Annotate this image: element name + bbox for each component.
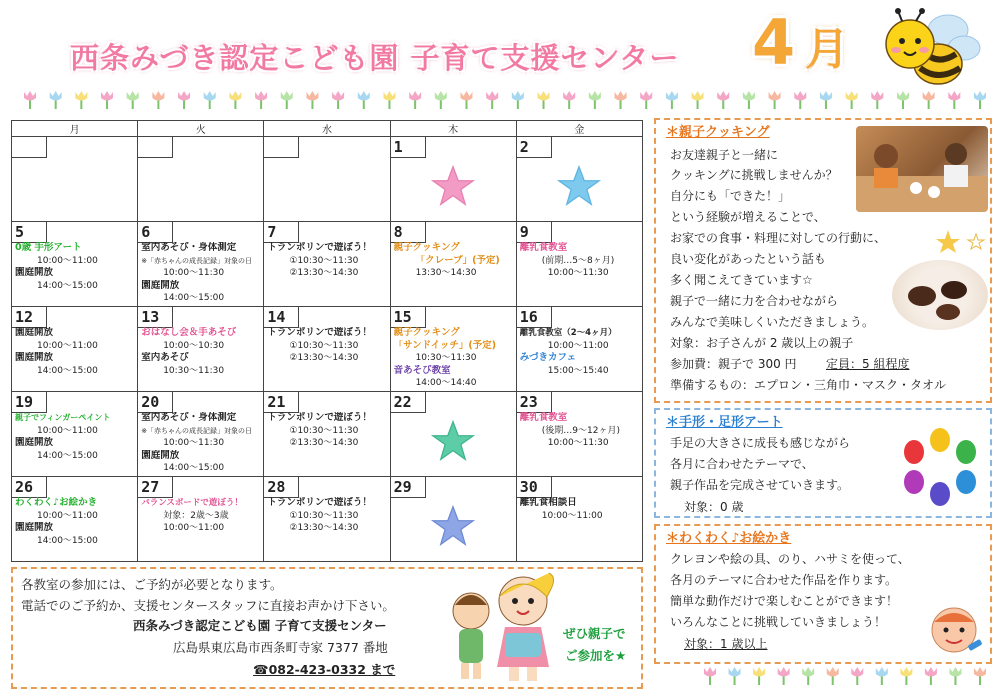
tulip-flower <box>704 667 716 677</box>
event-time: 14:00～15:00 <box>163 293 225 303</box>
day-number: 29 <box>393 478 412 496</box>
event-time: ②13:30～14:30 <box>289 438 359 448</box>
week-row <box>12 307 643 392</box>
phone-number: ☎082-423-0332 まで <box>253 662 396 677</box>
day-cell-29 <box>390 477 516 562</box>
event-time: 10:00～11:30 <box>163 268 225 278</box>
event-title: 室内あそび <box>141 352 189 363</box>
cooking-capacity: 定員：5 組程度 <box>826 357 910 371</box>
event-list <box>267 412 387 450</box>
tulip-flower <box>563 91 575 101</box>
event-note: ※「赤ちゃんの成長記録」対象の日 <box>141 426 253 435</box>
event-list <box>141 242 261 305</box>
event-time: 10:00～11:00 <box>163 523 225 533</box>
day-cell-22 <box>390 392 516 477</box>
event-title: 音あそび教室 <box>393 364 451 376</box>
event-time: 14:00～15:00 <box>37 450 98 461</box>
tulip-flower <box>900 667 912 677</box>
month-suffix: 月 <box>805 24 850 75</box>
day-cell-empty <box>12 137 138 222</box>
cooking-line: お友達親子と一緒に <box>670 148 779 162</box>
blue-star-icon <box>557 165 601 207</box>
event-list <box>15 412 135 462</box>
org-name: 西条みづき認定こども園 子育て支援センター <box>133 618 387 633</box>
event-time: 14:00～15:00 <box>37 535 98 546</box>
cooking-photo <box>856 126 988 212</box>
day-number: 12 <box>15 308 34 326</box>
weekday-mon: 月 <box>12 121 138 137</box>
drawing-line: 各月のテーマに合わせた作品を作ります。 <box>670 573 898 587</box>
tulip-flower <box>871 91 883 101</box>
day-number: 28 <box>267 478 286 496</box>
cooking-line: 多く聞こえてきています☆ <box>670 273 813 287</box>
day-number: 1 <box>393 138 403 156</box>
tulip-flower <box>949 667 961 677</box>
tulip-flower <box>255 91 267 101</box>
event-title: 室内あそび・身体測定 <box>141 242 237 253</box>
tulip-border-bottom-icon <box>700 664 990 686</box>
event-subtitle: 「クレープ」(予定) <box>415 254 500 266</box>
event-list <box>141 327 261 377</box>
weekday-wed: 水 <box>264 121 390 137</box>
event-title: 園庭開放 <box>15 522 54 533</box>
cooking-line: 良い変化があったという話も <box>670 252 826 266</box>
cooking-line: という経験が増えることで、 <box>670 210 826 224</box>
day-cell-28 <box>264 477 390 562</box>
weekday-tue: 火 <box>138 121 264 137</box>
tulip-flower <box>127 91 139 101</box>
purple-star-icon <box>431 505 475 547</box>
day-cell-30 <box>516 477 642 562</box>
green-star-icon <box>431 420 475 462</box>
tulip-flower <box>876 667 888 677</box>
event-title: トランポリンで遊ぼう！ <box>267 327 372 338</box>
day-cell-26 <box>12 477 138 562</box>
event-time: 10:00～11:30 <box>547 438 609 448</box>
invite-line-2: ご参加を★ <box>565 648 627 663</box>
day-number: 23 <box>519 393 538 411</box>
event-time: 10:30～11:30 <box>163 365 225 376</box>
tulip-flower <box>589 91 601 101</box>
event-list <box>267 497 387 535</box>
tulip-flower <box>717 91 729 101</box>
week-row <box>12 137 643 222</box>
event-time: 10:00～11:00 <box>37 255 98 266</box>
event-title: 園庭開放 <box>15 352 54 363</box>
tulip-stem <box>905 675 907 685</box>
event-list <box>394 327 514 390</box>
handprint-target: 対象：0 歳 <box>684 500 744 514</box>
cooking-fee: 参加費：親子で 300 円 <box>670 357 797 371</box>
tulip-stem <box>758 675 760 685</box>
tulip-flower <box>692 91 704 101</box>
cooking-target: 対象：お子さんが 2 歳以上の親子 <box>670 336 854 350</box>
day-number: 7 <box>267 223 277 241</box>
cooking-line: 自分にも「できた！」 <box>670 189 791 203</box>
drawing-section <box>654 524 992 664</box>
event-title: 園庭開放 <box>15 327 54 338</box>
event-list <box>15 327 135 377</box>
event-time: 10:00～11:30 <box>163 438 225 448</box>
event-time: ①10:30～11:30 <box>289 340 359 351</box>
day-number: 22 <box>393 393 412 411</box>
day-cell-14 <box>264 307 390 392</box>
event-time: 14:00～15:00 <box>163 463 225 473</box>
weekday-thu: 木 <box>390 121 516 137</box>
day-cell-2 <box>516 137 642 222</box>
tulip-flower <box>769 91 781 101</box>
event-title: 離乳食教室 <box>519 242 568 253</box>
tulip-flower <box>615 91 627 101</box>
tulip-flower <box>743 91 755 101</box>
info-line-2: 電話でのご予約か、支援センタースタッフに直接お声かけ下さい。 <box>21 598 395 613</box>
week-row <box>12 222 643 307</box>
cooking-line: 親子で一緒に力を合わせながら <box>670 294 839 308</box>
info-box <box>11 567 643 689</box>
event-subtitle: 「サンドイッチ」(予定) <box>393 339 497 351</box>
event-list <box>15 242 135 292</box>
event-list <box>267 242 387 280</box>
day-number: 9 <box>519 223 529 241</box>
event-title: トランポリンで遊ぼう！ <box>267 412 372 423</box>
drawing-line: クレヨンや絵の具、のり、ハサミを使って、 <box>670 552 910 566</box>
day-number: 16 <box>519 308 538 326</box>
event-time: ①10:30～11:30 <box>289 425 359 436</box>
tulip-stem <box>807 675 809 685</box>
weekday-header-row <box>12 121 643 137</box>
tulip-flower <box>753 667 765 677</box>
day-number: 13 <box>141 308 160 326</box>
tulip-flower <box>923 91 935 101</box>
weekday-fri: 金 <box>516 121 642 137</box>
event-time: 14:00～15:00 <box>37 280 98 291</box>
event-list <box>520 497 640 522</box>
drawing-line: いろんなことに挑戦していきましょう！ <box>670 615 887 629</box>
month-number: 4 <box>752 6 796 79</box>
day-number: 6 <box>141 223 151 241</box>
event-note: ※「赤ちゃんの成長記録」対象の日 <box>141 256 253 265</box>
day-cell-21 <box>264 392 390 477</box>
day-cell-8 <box>390 222 516 307</box>
event-title: 離乳食教室（2～4ヶ月） <box>519 328 617 338</box>
drawing-heading: ＊わくわく♪お絵かき <box>666 531 792 546</box>
children-illustration-icon <box>443 571 573 687</box>
event-title: 離乳食相談日 <box>519 497 577 508</box>
tulip-flower <box>897 91 909 101</box>
event-title: 園庭開放 <box>15 437 54 448</box>
tulip-stem <box>856 675 858 685</box>
pink-star-icon <box>431 165 475 207</box>
event-title: 親子クッキング <box>393 327 460 338</box>
event-time: ②13:30～14:30 <box>289 523 359 533</box>
tulip-flower <box>460 91 472 101</box>
event-note: 対象：2歳～3歳 <box>163 510 229 521</box>
tulip-flower <box>538 91 550 101</box>
day-cell-empty <box>138 137 264 222</box>
week-row <box>12 392 643 477</box>
tulip-flower <box>851 667 863 677</box>
cooking-line: クッキングに挑戦しませんか？ <box>670 168 838 182</box>
event-title: おはなし会＆手あそび <box>141 327 237 338</box>
tulip-flower <box>229 91 241 101</box>
event-time: ①10:30～11:30 <box>289 255 359 266</box>
event-note: (後期…9～12ヶ月) <box>541 425 620 436</box>
tulip-flower <box>729 667 741 677</box>
day-number: 5 <box>15 223 25 241</box>
event-list <box>394 242 514 280</box>
day-cell-20 <box>138 392 264 477</box>
day-number: 21 <box>267 393 286 411</box>
date-box <box>12 137 47 158</box>
handprint-line: 親子作品を完成させていきます。 <box>670 478 850 492</box>
day-cell-19 <box>12 392 138 477</box>
header <box>0 0 1000 92</box>
day-number: 15 <box>393 308 412 326</box>
event-title: 園庭開放 <box>141 449 180 461</box>
day-number: 2 <box>519 138 529 156</box>
tulip-flower <box>925 667 937 677</box>
dessert-icon <box>892 260 988 330</box>
event-time: 10:00～11:00 <box>541 510 603 521</box>
drawing-line: 簡単な動作だけで楽しむことができます！ <box>670 594 899 608</box>
tulip-flower <box>75 91 87 101</box>
tulip-flower <box>281 91 293 101</box>
day-cell-empty <box>264 137 390 222</box>
day-cell-13 <box>138 307 264 392</box>
day-cell-27 <box>138 477 264 562</box>
sparkle-stars-icon <box>934 228 990 262</box>
event-title: 室内あそび・身体測定 <box>141 412 237 423</box>
tulip-stem <box>832 675 834 685</box>
event-list <box>15 497 135 547</box>
tulip-stem <box>734 675 736 685</box>
drawing-target: 対象：1 歳以上 <box>684 637 768 651</box>
tulip-flower <box>794 91 806 101</box>
date-box <box>264 137 299 158</box>
day-cell-23 <box>516 392 642 477</box>
day-cell-15 <box>390 307 516 392</box>
event-title: バランスボードで遊ぼう！ <box>141 498 243 508</box>
day-number: 27 <box>141 478 160 496</box>
event-title: 離乳食教室 <box>519 412 568 423</box>
event-time: ①10:30～11:30 <box>289 510 359 521</box>
tulip-border-icon <box>20 88 990 110</box>
colorful-hands-icon <box>898 426 982 506</box>
day-number: 26 <box>15 478 34 496</box>
event-time: ②13:30～14:30 <box>289 353 359 363</box>
tulip-flower <box>152 91 164 101</box>
tulip-flower <box>358 91 370 101</box>
day-cell-1 <box>390 137 516 222</box>
tulip-flower <box>204 91 216 101</box>
tulip-flower <box>974 667 986 677</box>
tulip-stem <box>132 99 134 109</box>
event-time: 10:00～11:30 <box>547 268 609 278</box>
event-time: 14:00～14:40 <box>415 378 477 388</box>
month-label <box>752 6 849 79</box>
event-title: トランポリンで遊ぼう！ <box>267 242 372 253</box>
address: 広島県東広島市西条町寺家 7377 番地 <box>173 640 388 655</box>
event-list <box>520 412 640 450</box>
day-cell-9 <box>516 222 642 307</box>
day-cell-6 <box>138 222 264 307</box>
day-cell-12 <box>12 307 138 392</box>
handprint-line: 各月に合わせたテーマで、 <box>670 457 814 471</box>
event-time: 15:00～15:40 <box>547 365 609 376</box>
handprint-line: 手足の大きさに成長も感じながら <box>670 436 851 450</box>
day-number: 8 <box>393 223 403 241</box>
cooking-photo-icon <box>856 126 988 212</box>
calendar-table <box>11 120 643 562</box>
event-time: 10:30～11:30 <box>415 353 477 363</box>
tulip-flower <box>640 91 652 101</box>
child-drawing-icon <box>924 604 986 660</box>
tulip-flower <box>846 91 858 101</box>
tulip-flower <box>101 91 113 101</box>
event-list <box>141 412 261 475</box>
tulip-flower <box>50 91 62 101</box>
day-cell-7 <box>264 222 390 307</box>
dessert-photo <box>892 260 988 330</box>
tulip-flower <box>486 91 498 101</box>
event-time: 10:00～11:00 <box>37 425 98 436</box>
day-number: 19 <box>15 393 34 411</box>
event-list <box>141 497 261 535</box>
page-title: 西条みづき認定こども園 子育て支援センター <box>70 41 680 75</box>
tulip-flower <box>306 91 318 101</box>
tulip-flower <box>948 91 960 101</box>
week-row <box>12 477 643 562</box>
event-time: 10:00～10:30 <box>163 340 225 351</box>
event-title: 0歳 手形アート <box>15 242 82 253</box>
date-box <box>138 137 173 158</box>
day-number: 20 <box>141 393 160 411</box>
event-time: 10:00～11:00 <box>37 340 98 351</box>
cooking-items: 準備するもの：エプロン・三角巾・マスク・タオル <box>670 378 947 392</box>
tulip-flower <box>802 667 814 677</box>
day-cell-16 <box>516 307 642 392</box>
tulip-flower <box>827 667 839 677</box>
cooking-line: お家での食事・料理に対しての行動に、 <box>670 231 887 245</box>
event-title: みづきカフェ <box>519 352 577 363</box>
event-list <box>267 327 387 365</box>
day-number: 14 <box>267 308 286 326</box>
cooking-line: みんなで美味しくいただきましょう。 <box>670 315 875 329</box>
tulip-flower <box>332 91 344 101</box>
info-line-1: 各教室の参加には、ご予約が必要となります。 <box>21 577 283 592</box>
handprint-section <box>654 408 992 518</box>
tulip-stem <box>783 675 785 685</box>
event-list <box>520 327 640 377</box>
event-time: ②13:30～14:30 <box>289 268 359 278</box>
event-title: トランポリンで遊ぼう！ <box>267 497 372 508</box>
event-list <box>520 242 640 280</box>
event-title: わくわく♪お絵かき <box>15 497 98 508</box>
day-cell-5 <box>12 222 138 307</box>
day-number: 30 <box>519 478 538 496</box>
event-title: 園庭開放 <box>141 279 180 291</box>
bee-icon <box>878 8 982 92</box>
event-time: 10:00～11:00 <box>37 510 98 521</box>
tulip-flower <box>974 91 986 101</box>
invite-line-1: ぜひ親子で <box>563 626 626 641</box>
event-title: 親子クッキング <box>393 242 460 253</box>
event-time: 10:00～11:00 <box>547 340 609 351</box>
tulip-flower <box>435 91 447 101</box>
tulip-flower <box>409 91 421 101</box>
event-time: 14:00～15:00 <box>37 365 98 376</box>
tulip-flower <box>178 91 190 101</box>
handprint-heading: ＊手形・足形アート <box>666 415 783 430</box>
event-note: (前期…5～8ヶ月) <box>541 255 615 266</box>
tulip-flower <box>666 91 678 101</box>
cooking-section <box>654 118 992 403</box>
tulip-flower <box>778 667 790 677</box>
event-time: 13:30～14:30 <box>415 268 477 278</box>
tulip-flower <box>512 91 524 101</box>
tulip-stem <box>954 675 956 685</box>
tulip-flower <box>820 91 832 101</box>
tulip-flower <box>383 91 395 101</box>
tulip-stem <box>930 675 932 685</box>
event-title: 園庭開放 <box>15 267 54 278</box>
event-title: 親子でフィンガーペイント <box>15 413 111 422</box>
tulip-flower <box>24 91 36 101</box>
cooking-heading: ＊親子クッキング <box>666 125 770 140</box>
